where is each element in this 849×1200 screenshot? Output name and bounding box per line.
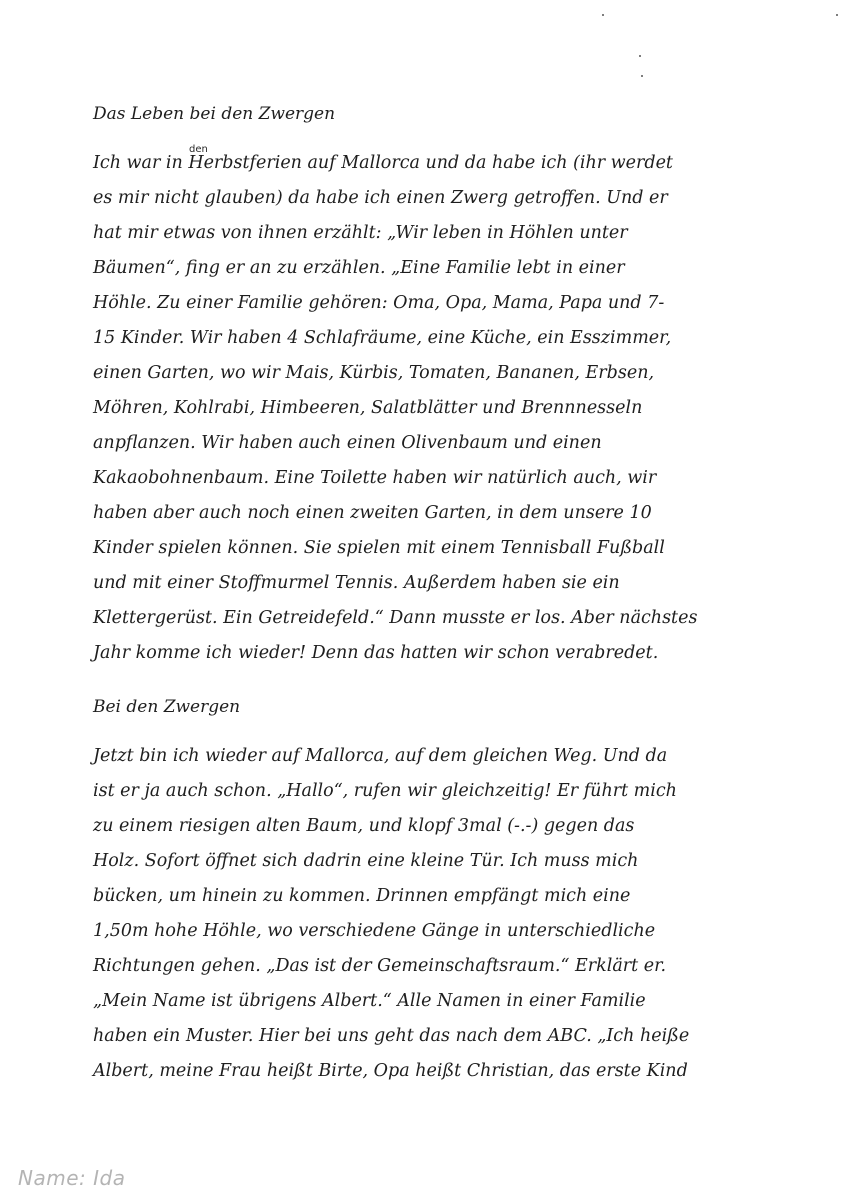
text-line: zu einem riesigen alten Baum, und klopf 3mal (-.-) gegen das <box>93 816 635 836</box>
story-title-2: Bei den Zwergen <box>93 697 241 717</box>
text-line: 15 Kinder. Wir haben 4 Schlafräume, eine Küche, ein Esszimmer, <box>93 328 672 348</box>
inserted-word: den <box>189 144 208 155</box>
scan-dot <box>641 75 643 77</box>
text-line: Jahr komme ich wieder! Denn das hatten wir schon verabredet. <box>93 643 659 663</box>
text-line: ist er ja auch schon. „Hallo“, rufen wir gleichzeitig! Er führt mich <box>93 781 677 801</box>
scan-dot <box>602 14 604 16</box>
text-line: Klettergerüst. Ein Getreidefeld.“ Dann musste er los. Aber nächstes <box>93 608 698 628</box>
text-line: Bäumen“, fing er an zu erzählen. „Eine Familie lebt in einer <box>93 258 625 278</box>
story-paragraph-1 <box>93 146 793 671</box>
scan-dot <box>836 14 838 16</box>
text-line: Kinder spielen können. Sie spielen mit einem Tennisball Fußball <box>93 538 665 558</box>
story-paragraph-2 <box>93 739 793 1089</box>
text-line: bücken, um hinein zu kommen. Drinnen empfängt mich eine <box>93 886 631 906</box>
text-line: und mit einer Stoffmurmel Tennis. Außerdem haben sie ein <box>93 573 620 593</box>
text-line: einen Garten, wo wir Mais, Kürbis, Tomaten, Bananen, Erbsen, <box>93 363 655 383</box>
text-line: Jetzt bin ich wieder auf Mallorca, auf dem gleichen Weg. Und da <box>93 746 668 766</box>
text-line: es mir nicht glauben) da habe ich einen Zwerg getroffen. Und er <box>93 188 668 208</box>
pencil-signature: Name: Ida <box>18 1166 126 1190</box>
text-line: Ich war in Herbstferien auf Mallorca und da habe ich (ihr werdet <box>93 153 673 173</box>
text-line: Richtungen gehen. „Das ist der Gemeinschaftsraum.“ Erklärt er. <box>93 956 667 976</box>
text-line: „Mein Name ist übrigens Albert.“ Alle Namen in einer Familie <box>93 991 646 1011</box>
story-title-1: Das Leben bei den Zwergen <box>93 104 336 124</box>
scan-dot <box>639 55 641 57</box>
text-line: anpflanzen. Wir haben auch einen Olivenbaum und einen <box>93 433 602 453</box>
text-line: haben ein Muster. Hier bei uns geht das nach dem ABC. „Ich heiße <box>93 1026 690 1046</box>
text-line: hat mir etwas von ihnen erzählt: „Wir leben in Höhlen unter <box>93 223 628 243</box>
text-line: Kakaobohnenbaum. Eine Toilette haben wir natürlich auch, wir <box>93 468 657 488</box>
text-line: Höhle. Zu einer Familie gehören: Oma, Opa, Mama, Papa und 7- <box>93 293 665 313</box>
text-line: Albert, meine Frau heißt Birte, Opa heißt Christian, das erste Kind <box>93 1061 688 1081</box>
text-line: 1,50m hohe Höhle, wo verschiedene Gänge in unterschiedliche <box>93 921 656 941</box>
text-line: haben aber auch noch einen zweiten Garten, in dem unsere 10 <box>93 503 652 523</box>
text-line: Holz. Sofort öffnet sich dadrin eine kleine Tür. Ich muss mich <box>93 851 639 871</box>
text-line: Möhren, Kohlrabi, Himbeeren, Salatblätter und Brennnesseln <box>93 398 643 418</box>
